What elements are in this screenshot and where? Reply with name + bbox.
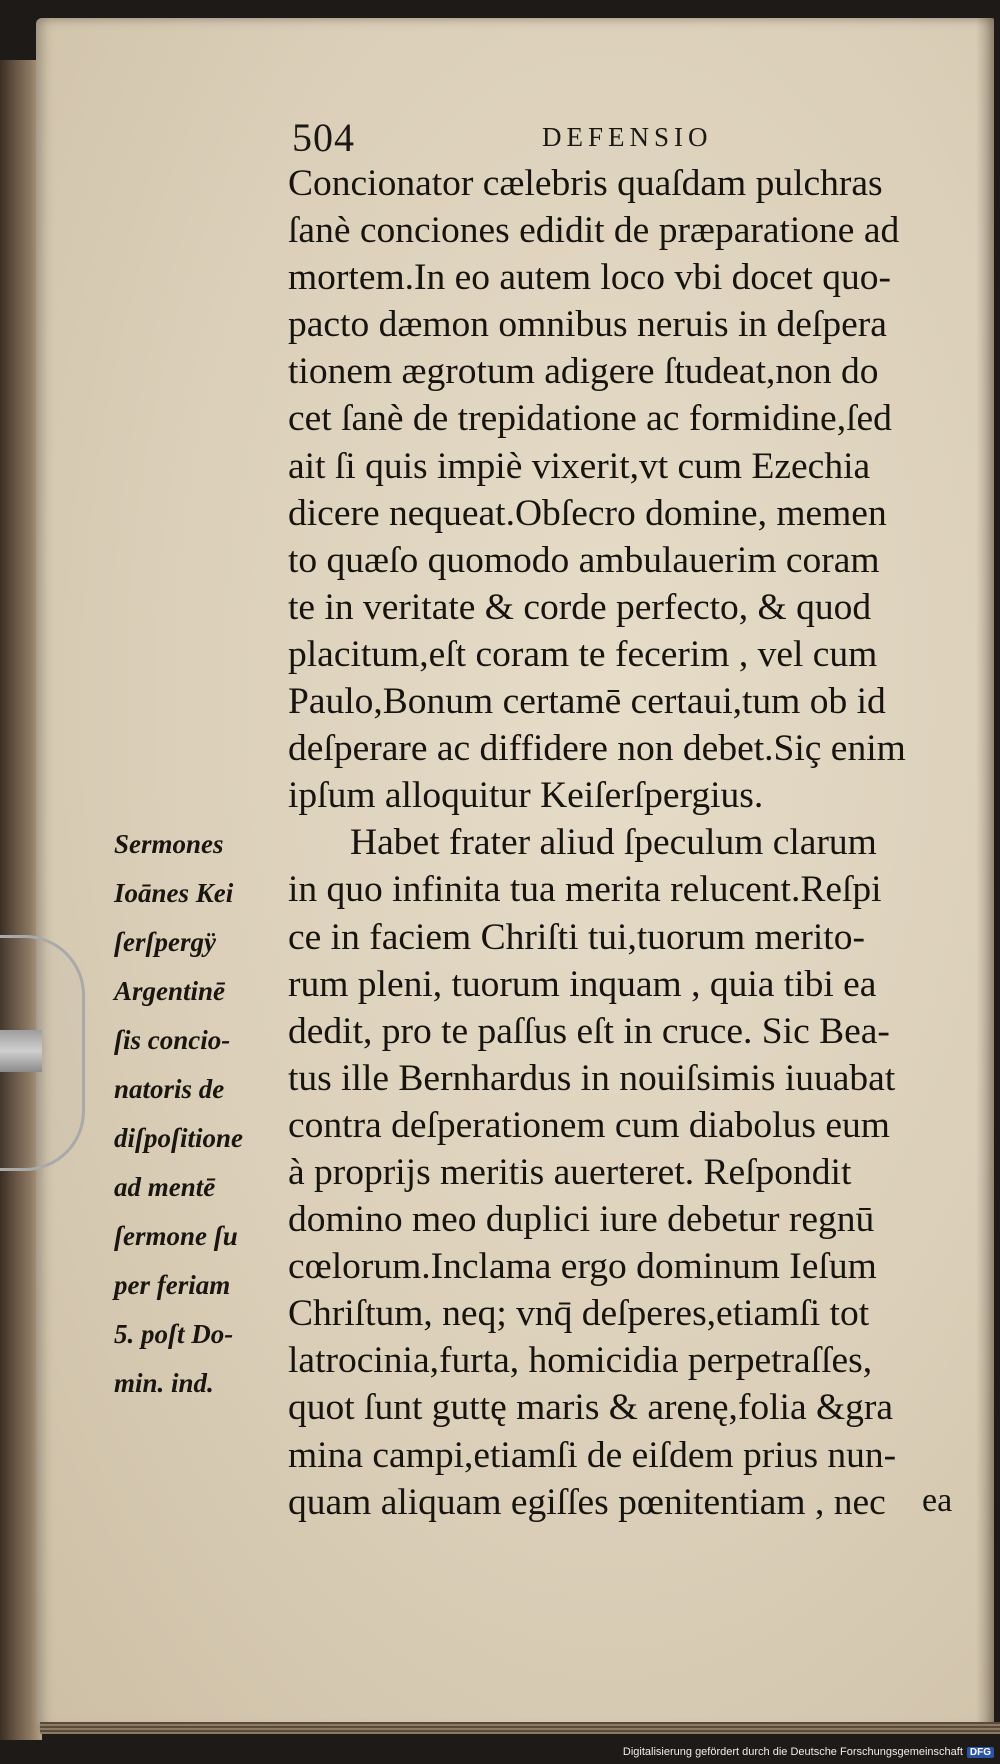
running-head: DEFENSIO [542, 122, 713, 152]
text-line: te in veritate & corde perfecto, & quod [288, 586, 872, 628]
text-line: cet ſanè de trepidatione ac formidine,ſed [288, 398, 892, 440]
text-line: ipſum alloquitur Keiſerſpergius. [288, 775, 764, 817]
text-line: dedit, pro te paſſus eſt in cruce. Sic Bea- [288, 1010, 890, 1052]
text-line: dicere nequeat.Obſecro domine, memen [288, 492, 887, 534]
text-line: mortem.In eo autem loco vbi docet quo- [288, 257, 891, 299]
margin-note-line: 5. poſt Do- [114, 1319, 234, 1349]
text-line: ſanè conciones edidit de præparatione ad [288, 210, 900, 252]
margin-note-line: Sermones [114, 829, 224, 859]
catchword: ea [922, 1482, 953, 1519]
text-line: ce in faciem Chriſti tui,tuorum merito- [288, 916, 865, 958]
text-line: ait ſi quis impiè vixerit,vt cum Ezechia [288, 445, 871, 487]
body-text [288, 160, 978, 1526]
margin-note-line: ſermone ſu [114, 1221, 238, 1251]
text-line: domino meo duplici iure debetur regnū [288, 1199, 875, 1241]
page-stack-edge [40, 1722, 1000, 1734]
text-line: pacto dæmon omnibus neruis in deſpera [288, 304, 887, 346]
margin-note-line: per feriam [114, 1270, 231, 1300]
text-line: rum pleni, tuorum inquam , quia tibi ea [288, 963, 877, 1005]
text-line: quot ſunt guttę maris & arenę,folia &gra [288, 1387, 894, 1429]
text-line-indented: Habet frater aliud ſpeculum clarum [350, 822, 877, 864]
credit-text: Digitalisierung gefördert durch die Deutsche Forschungsgemeinschaft [622, 1746, 963, 1758]
text-line: tus ille Bernhardus in nouiſsimis iuuabat [288, 1057, 896, 1099]
text-line: tionem ægrotum adigere ſtudeat,non do [288, 351, 879, 393]
margin-note-line: Argentinē [114, 976, 226, 1006]
text-line: Chriſtum, neq; vnq̄ deſperes,etiamſi tot [288, 1293, 870, 1335]
margin-note-line: diſpoſitione [114, 1123, 243, 1153]
text-line: cœlorum.Inclama ergo dominum Ieſum [288, 1246, 877, 1288]
text-line: quam aliquam egiſſes pœnitentiam , nec [288, 1481, 886, 1523]
text-line: latrocinia,furta, homicidia perpetraſſes, [288, 1340, 873, 1382]
text-line: deſperare ac diffidere non debet.Siç enim [288, 728, 906, 770]
text-line: Paulo,Bonum certamē certaui,tum ob id [288, 681, 886, 723]
digitization-credit [623, 1743, 994, 1761]
page-header [292, 115, 972, 160]
margin-note-line: ad mentē [114, 1172, 216, 1202]
margin-note [114, 820, 294, 1408]
page-shadow [976, 18, 994, 1730]
text-line: à proprijs meritis auerteret. Reſpondit [288, 1151, 852, 1193]
text-line: to quæſo quomodo ambulauerim coram [288, 539, 880, 581]
margin-note-line: Ioānes Kei [114, 878, 234, 908]
text-line: Concionator cælebris quaſdam pulchras [288, 163, 883, 204]
text-line: mina campi,etiamſi de eiſdem prius nun- [288, 1434, 897, 1476]
text-line: in quo infinita tua merita relucent.Reſpi [288, 869, 882, 911]
text-line: contra deſperationem cum diabolus eum [288, 1104, 890, 1146]
clip-band [0, 1030, 42, 1072]
margin-note-line: natoris de [114, 1074, 225, 1104]
page-number: 504 [292, 115, 355, 160]
margin-note-line: ſerſpergÿ [114, 927, 216, 957]
margin-note-line: min. ind. [114, 1368, 214, 1398]
text-line: placitum,eſt coram te fecerim , vel cum [288, 633, 878, 675]
dfg-logo-icon: DFG [967, 1747, 994, 1758]
margin-note-line: ſis concio- [114, 1025, 231, 1055]
